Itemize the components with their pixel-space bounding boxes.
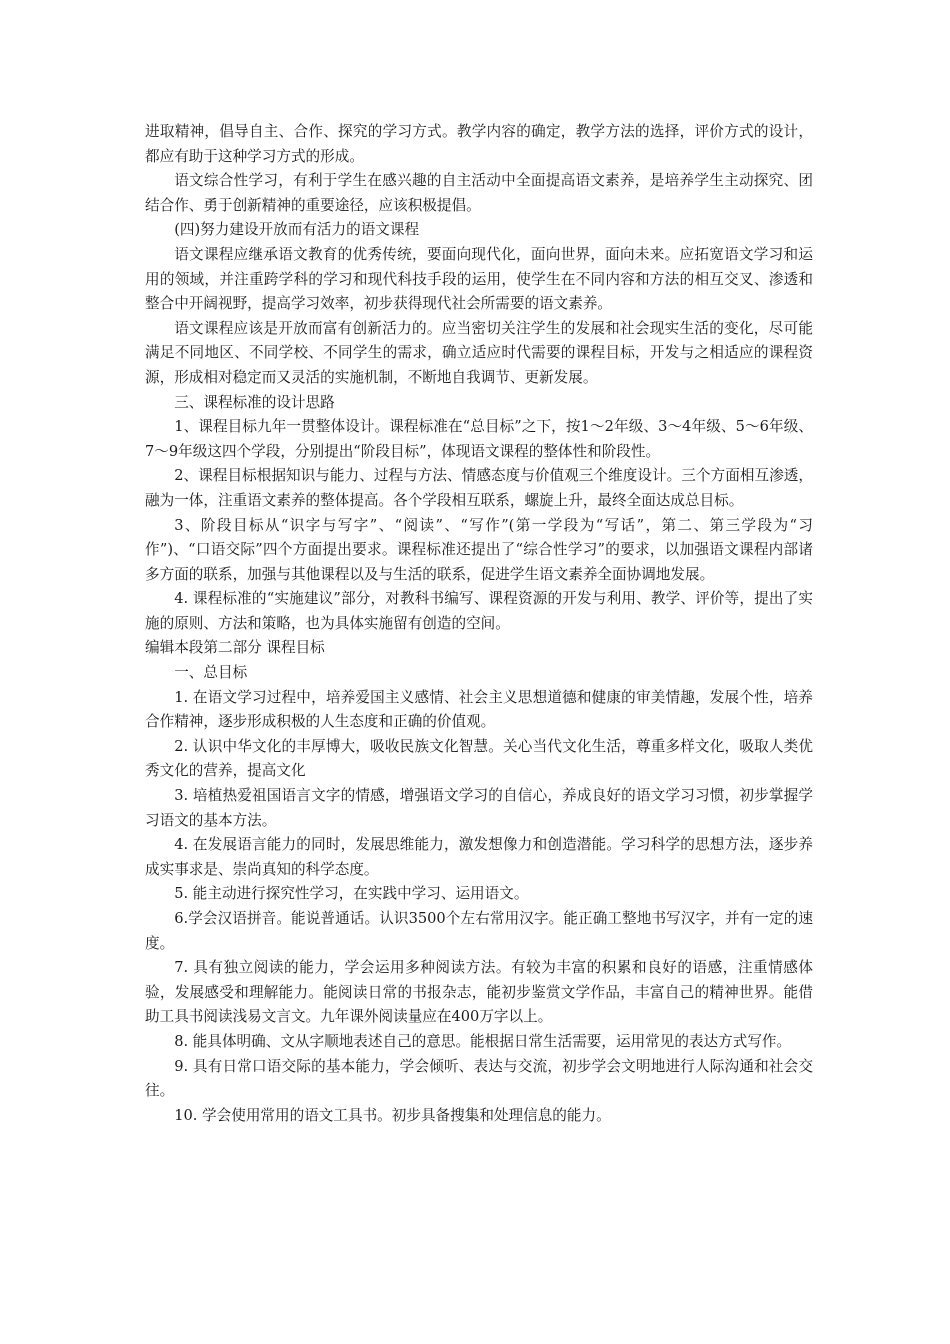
paragraph-design-3: 3、阶段目标从“识字与写字”、“阅读”、“写作”(第一学段为“写话”，第二、第三学段为“习作”)、“口语交际”四个方面提出要求。课程标准还提出了“综合性学习”的要求，以加强语文课程内部诸多方面的联系，加强与其他课程以及与生活的联系，促进学生语文素养全面协调地发展。 [145,516,813,583]
paragraph-design-4: 4. 课程标准的“实施建议”部分，对教科书编写、课程资源的开发与利用、教学、评价等，提出了实施的原则、方法和策略，也为具体实施留有创造的空间。 [145,590,813,632]
goal-item-8: 8. 能具体明确、文从字顺地表述自己的意思。能根据日常生活需要，运用常见的表达方式写作。 [174,1032,792,1050]
paragraph-design-1: 1、课程目标九年一贯整体设计。课程标准在“总目标”之下，按1～2年级、3～4年级、5～6年级、7～9年级这四个学段，分别提出“阶段目标”，体现语文课程的整体性和阶段性。 [145,418,813,460]
goal-item-5: 5. 能主动进行探究性学习，在实践中学习、运用语文。 [174,885,529,903]
goal-item-2: 2. 认识中华文化的丰厚博大，吸收民族文化智慧。关心当代文化生活，尊重多样文化，吸取人类优秀文化的营养，提高文化 [145,737,813,780]
goal-item-1: 1. 在语文学习过程中，培养爱国主义感情、社会主义思想道德和健康的审美情趣，发展个性，培养合作精神，逐步形成积极的人生态度和正确的价值观。 [145,688,813,731]
section-heading-open-curriculum: (四)努力建设开放而有活力的语文课程 [174,221,420,239]
section-heading-design-ideas: 三、课程标准的设计思路 [174,393,335,411]
paragraph-tradition: 语文课程应继承语文教育的优秀传统，要面向现代化，面向世界，面向未来。应拓宽语文学习和运用的领域，并注重跨学科的学习和现代科技手段的运用，使学生在不同内容和方法的相互交叉、渗透和整合中开阔视野，提高学习效率，初步获得现代社会所需要的语文素养。 [145,245,813,313]
goal-item-4: 4. 在发展语言能力的同时，发展思维能力，激发想像力和创造潜能。学习科学的思想方法，逐步养成实事求是、崇尚真知的科学态度。 [145,836,813,878]
paragraph-design-2: 2、课程目标根据知识与能力、过程与方法、情感态度与价值观三个维度设计。三个方面相互渗透，融为一体，注重语文素养的整体提高。各个学段相互联系，螺旋上升，最终全面达成总目标。 [145,467,813,509]
goal-item-7: 7. 具有独立阅读的能力，学会运用多种阅读方法。有较为丰富的积累和良好的语感，注重情感体验，发展感受和理解能力。能阅读日常的书报杂志，能初步鉴赏文学作品，丰富自己的精神世界。能借助工具书阅读浅易文言文。九年课外阅读量应在400万字以上。 [145,959,813,1026]
paragraph-comprehensive-learning: 语文综合性学习，有利于学生在感兴趣的自主活动中全面提高语文素养，是培养学生主动探究、团结合作、勇于创新精神的重要途径，应该积极提倡。 [145,172,813,214]
paragraph-innovation: 语文课程应该是开放而富有创新活力的。应当密切关注学生的发展和社会现实生活的变化，尽可能满足不同地区、不同学校、不同学生的需求，确立适应时代需要的课程目标，开发与之相适应的课程资源，形成相对稳定而又灵活的实施机制，不断地自我调节、更新发展。 [145,319,813,386]
section-heading-overall-goals: 一、总目标 [174,664,248,682]
document-body [145,120,813,1128]
goal-item-9: 9. 具有日常口语交际的基本能力，学会倾听、表达与交流，初步学会文明地进行人际沟通和社会交往。 [145,1057,813,1100]
goal-item-3: 3. 培植热爱祖国语言文字的情感，增强语文学习的自信心，养成良好的语文学习习惯，初步掌握学习语文的基本方法。 [145,787,813,829]
paragraph-continuation: 进取精神，倡导自主、合作、探究的学习方式。教学内容的确定，教学方法的选择，评价方式的设计，都应有助于这种学习方式的形成。 [145,123,813,165]
goal-item-10: 10. 学会使用常用的语文工具书。初步具备搜集和处理信息的能力。 [174,1106,611,1124]
goal-item-6: 6.学会汉语拼音。能说普通话。认识3500个左右常用汉字。能正确工整地书写汉字，并有一定的速度。 [145,910,813,952]
part-heading-course-goals: 编辑本段第二部分 课程目标 [145,639,325,657]
